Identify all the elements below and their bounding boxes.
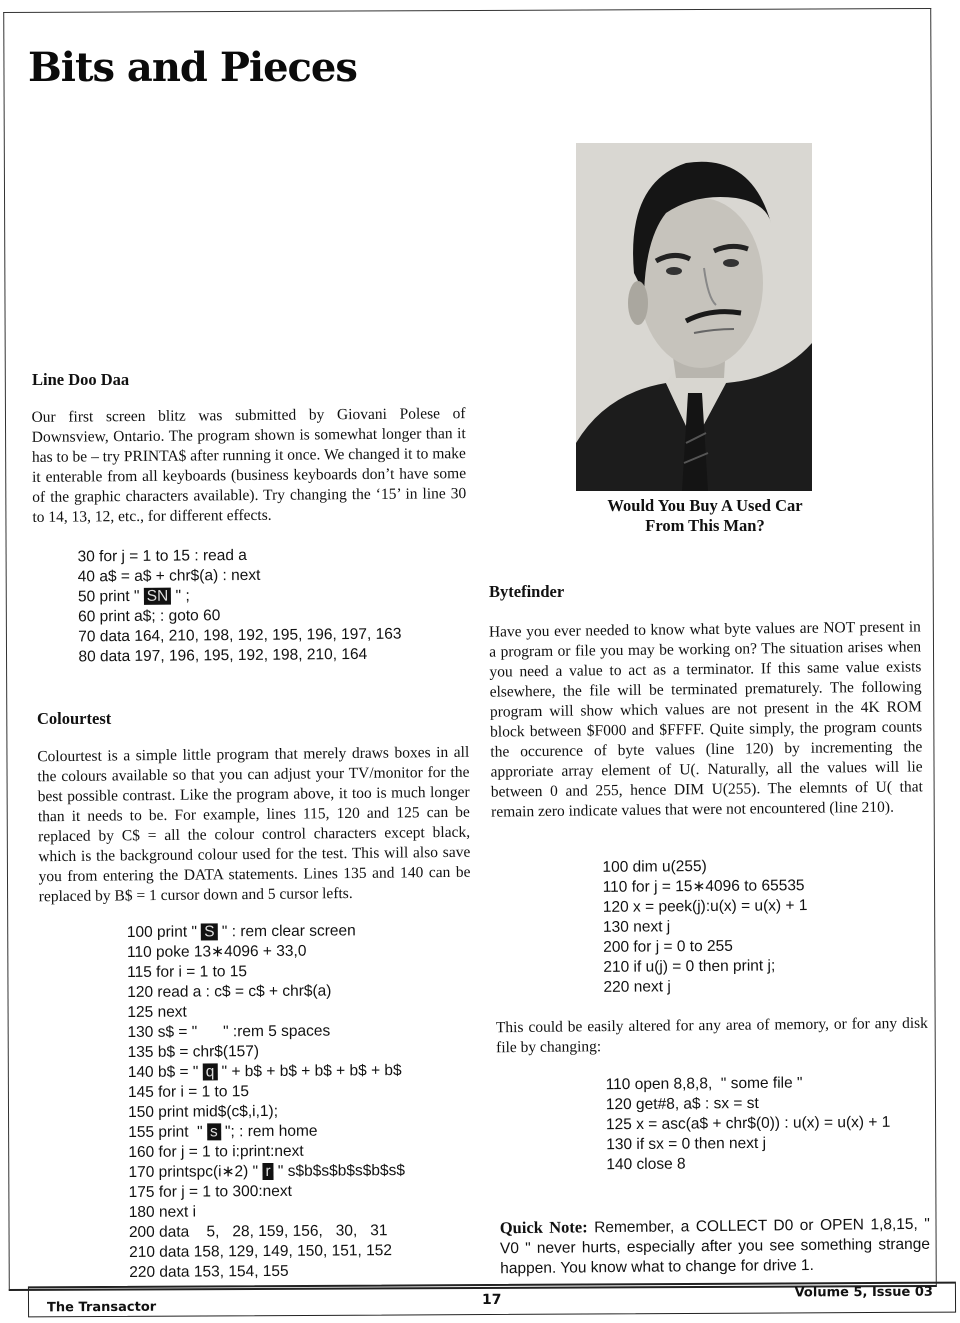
code-line [129, 1241, 406, 1263]
code-text: 210 if u(j) = 0 then print j; [603, 957, 776, 976]
code-text: 110 for j = 15∗4096 to 65535 [602, 877, 805, 896]
code-text: 220 data 153, 154, 155 [129, 1262, 289, 1281]
code-text: " + b$ + b$ + b$ + b$ + b$ [217, 1062, 402, 1081]
code-text: 200 for j = 0 to 255 [603, 937, 733, 956]
code-text: 60 print a$; : goto 60 [78, 607, 221, 626]
footer-issue: Volume 5, Issue 03 [794, 1284, 934, 1301]
code-text: 120 x = peek(j):u(x) = u(x) + 1 [602, 897, 808, 916]
code-line [78, 625, 401, 648]
code-line [129, 1201, 406, 1223]
quick-note-label: Quick Note: [499, 1217, 588, 1238]
bytefinder-disk-listing [606, 1073, 891, 1175]
code-text: " s$b$s$b$s$b$s$ [273, 1162, 405, 1180]
code-text: 30 for j = 1 to 15 : read a [77, 546, 247, 566]
footer-page-number: 17 [481, 1291, 502, 1309]
code-text: 40 a$ = a$ + chr$(a) : next [77, 566, 261, 586]
quick-note [500, 1214, 931, 1279]
code-line [128, 1101, 405, 1123]
code-text: 145 for i = 1 to 15 [127, 1083, 250, 1101]
code-text: 125 next [127, 1003, 187, 1021]
code-line [78, 585, 401, 608]
code-line [606, 1133, 890, 1155]
caption-line-1: Would You Buy A Used Car [607, 496, 803, 515]
section-heading-colourtest: Colourtest [37, 709, 112, 728]
code-text: 130 if sx = 0 then next j [606, 1134, 767, 1154]
code-line [606, 1093, 890, 1115]
code-text: 120 get#8, a$ : sx = st [605, 1094, 759, 1114]
code-line [78, 605, 401, 628]
code-text: 210 data 158, 129, 149, 150, 151, 152 [128, 1242, 392, 1261]
code-text: 110 open 8,8,8, " some file " [605, 1074, 803, 1094]
code-text: 130 next j [602, 918, 671, 936]
code-text: 180 next i [128, 1203, 197, 1221]
code-line [128, 1081, 405, 1103]
bytefinder-body-2: This could be easily altered for any area of memory, or for any disk file by changing: [495, 1014, 928, 1057]
code-text: 135 b$ = chr$(157) [127, 1043, 260, 1061]
code-text: "; : rem home [220, 1122, 318, 1141]
line-doo-daa-body: Our first screen blitz was submitted by Giovani Polese of Downsview, Ontario. The program shown is somewhat longer than it has to be – try PRINTA$ after running it once. We changed it to make it enterable from all keyboards (business keyboards don’t have some of the graphic characters available). Try changing the ‘15’ in line 30 to 14, 13, 12, etc., for different effects. [31, 405, 467, 526]
page-title: Bits and Pieces [28, 44, 357, 91]
code-line [603, 956, 808, 978]
code-text: 70 data 164, 210, 198, 192, 195, 196, 197, 163 [78, 625, 402, 646]
colourtest-body: Colourtest is a simple little program that merely draws boxes in all the colours available so that you can adjust your TV/monitor for the best possible contrast. Like the program above, it too is much longer than it needs to be. For example, lines 115, 120 and 125 can be replaced by C$ = all the colour control characters except black, which is the background colour used for the test. This will also save you from entering the DATA statements. Lines 135 and 140 can be replaced by B$ = 1 cursor down and 5 cursor lefts. [37, 743, 471, 906]
code-line [603, 876, 808, 898]
code-text: 115 for i = 1 to 15 [127, 963, 248, 981]
code-line [129, 1221, 406, 1243]
code-line [128, 1121, 405, 1143]
code-text: 125 x = asc(a$ + chr$(0)) : u(x) = u(x) + 1 [605, 1113, 891, 1134]
section-heading-bytefinder: Bytefinder [489, 582, 565, 601]
code-line [78, 565, 401, 588]
reverse-video-control-char: S [201, 923, 217, 940]
colourtest-listing [127, 921, 406, 1283]
code-line [128, 1161, 405, 1183]
code-text: 155 print " [128, 1123, 208, 1141]
code-line [77, 545, 400, 568]
caption-line-2: From This Man? [645, 516, 765, 535]
code-line [127, 941, 404, 963]
code-line [603, 936, 808, 958]
code-line [127, 961, 404, 983]
code-text: 150 print mid$(c$,i,1); [128, 1102, 279, 1121]
code-line [127, 1001, 404, 1023]
code-line [602, 856, 807, 878]
photo-caption [576, 496, 834, 536]
code-line [606, 1073, 890, 1095]
code-text: 130 s$ = " " :rem 5 spaces [127, 1022, 331, 1041]
code-text: 50 print " [77, 587, 144, 606]
page-footer [28, 1282, 956, 1318]
code-text: 100 print " [126, 923, 202, 941]
code-line [128, 1041, 405, 1063]
reverse-video-control-char: s [207, 1123, 221, 1140]
code-text: 175 for j = 1 to 300:next [128, 1182, 292, 1201]
code-text: 80 data 197, 196, 195, 192, 198, 210, 164 [78, 645, 368, 666]
code-line [606, 1153, 890, 1175]
portrait-photo [576, 143, 812, 491]
code-line [129, 1261, 406, 1283]
code-line [603, 916, 808, 938]
footer-publication: The Transactor [46, 1299, 157, 1316]
bytefinder-listing [602, 856, 808, 998]
code-text: 140 b$ = " [127, 1063, 203, 1081]
code-text: 140 close 8 [606, 1155, 686, 1174]
code-line [127, 1021, 404, 1043]
reverse-video-control-char: r [262, 1163, 273, 1180]
bytefinder-body: Have you ever needed to know what byte values are NOT present in a program or file you may be working on? The situation arises when you need a value to act as a terminator. If this same value exists elsewhere, the file will be terminated prematurely. The following program will show which values are not present in the 4K ROM block between $F000 and $FFFF. Quite simply, the program counts the occurence of byte values (line 120) by incrementing the approriate array element of U(. Naturally, all the values will lie between 0 and 255, hence DIM U(255). The elemnts of U( that remain zero indicate values that were not encountered (line 210). [488, 618, 923, 821]
code-line [127, 921, 404, 943]
code-text: 160 for j = 1 to i:print:next [128, 1142, 304, 1161]
code-text: 200 data 5, 28, 159, 156, 30, 31 [128, 1222, 388, 1241]
portrait-image [576, 143, 812, 491]
code-line [606, 1113, 890, 1135]
reverse-video-control-char: q [203, 1063, 218, 1080]
code-text: " : rem clear screen [217, 922, 356, 941]
section-heading-line-doo-daa: Line Doo Daa [32, 370, 130, 389]
code-text: 110 poke 13∗4096 + 33,0 [126, 942, 307, 961]
line-doo-daa-listing [77, 545, 401, 668]
code-line [603, 896, 808, 918]
code-line [603, 976, 808, 998]
quick-note-text: Remember, a COLLECT D0 or OPEN 1,8,15, " V0 " never hurts, especially after you see something strange happen. You know what to change for drive 1. [499, 1215, 931, 1278]
code-line [127, 981, 404, 1003]
code-line [129, 1181, 406, 1203]
code-line [128, 1061, 405, 1083]
code-text: 100 dim u(255) [602, 857, 707, 876]
code-text: 220 next j [603, 978, 671, 996]
code-text: " ; [171, 587, 190, 605]
code-line [128, 1141, 405, 1163]
code-line [78, 645, 401, 668]
reverse-video-control-char: SN [144, 588, 172, 605]
code-text: 170 printspc(i∗2) " [128, 1163, 263, 1181]
code-text: 120 read a : c$ = c$ + chr$(a) [127, 982, 332, 1001]
